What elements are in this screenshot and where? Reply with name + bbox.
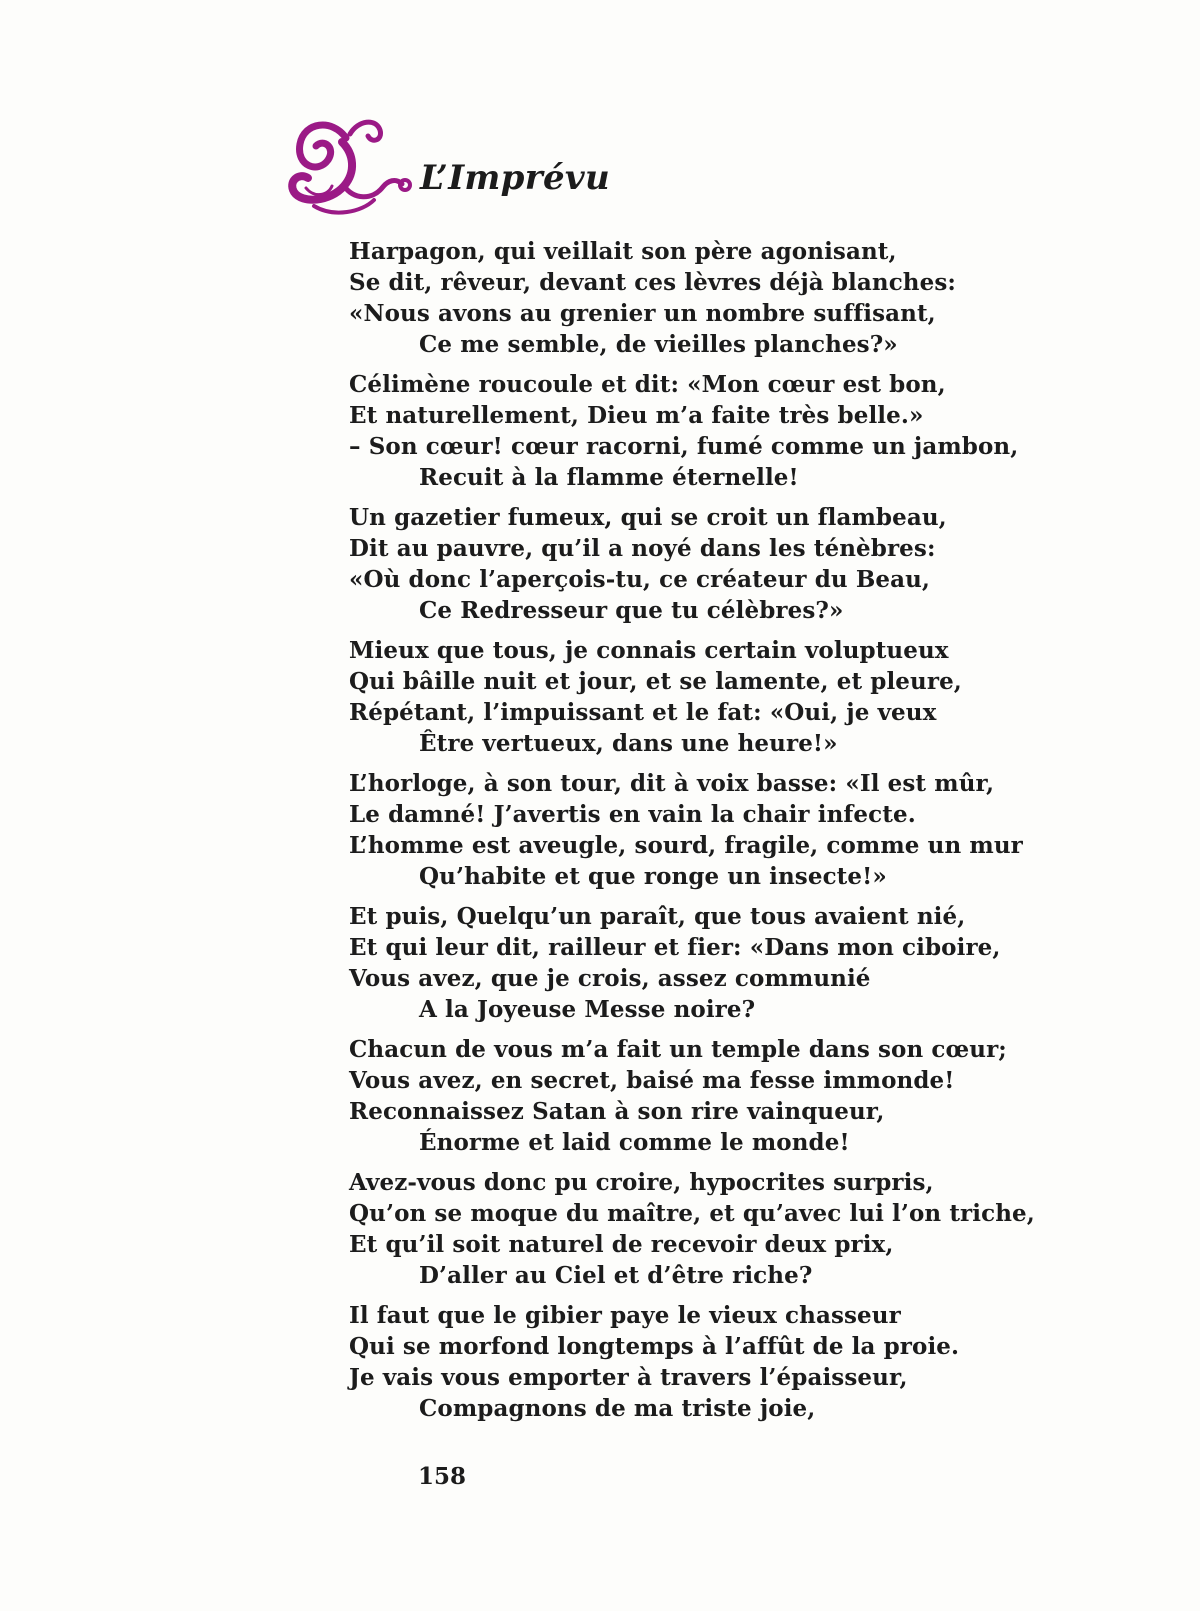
- poem-body: [349, 236, 1035, 1433]
- poem-line: Recuit à la flamme éternelle!: [419, 464, 799, 491]
- poem-line: Un gazetier fumeux, qui se croit un flambeau,: [349, 504, 947, 531]
- poem-line: Reconnaissez Satan à son rire vainqueur,: [349, 1098, 885, 1125]
- stanza: [349, 768, 1029, 892]
- poem-line: Qui se morfond longtemps à l’affût de la proie.: [349, 1333, 960, 1360]
- poem-line: «Où donc l’aperçois-tu, ce créateur du Beau,: [349, 566, 931, 593]
- stanza: [349, 635, 1029, 759]
- poem-line: Être vertueux, dans une heure!»: [419, 730, 838, 757]
- poem-line: Répétant, l’impuissant et le fat: «Oui, je veux: [349, 699, 937, 726]
- poem-line: Et qu’il soit naturel de recevoir deux prix,: [349, 1231, 894, 1258]
- poem-line: Le damné! J’avertis en vain la chair infecte.: [349, 801, 916, 828]
- poem-line: Ce me semble, de vieilles planches?»: [419, 331, 898, 358]
- stanza: [349, 1167, 1035, 1291]
- poem-line: Compagnons de ma triste joie,: [419, 1395, 816, 1422]
- poem-line: – Son cœur! cœur racorni, fumé comme un jambon,: [349, 433, 1019, 460]
- decorative-initial-flourish-icon: [284, 108, 414, 228]
- poem-line: Qu’habite et que ronge un insecte!»: [419, 863, 887, 890]
- page-number: 158: [418, 1463, 467, 1490]
- poem-line: L’horloge, à son tour, dit à voix basse: «Il est mûr,: [349, 770, 995, 797]
- stanza: [349, 901, 1029, 1025]
- stanza: [349, 502, 1029, 626]
- poem-line: Mieux que tous, je connais certain voluptueux: [349, 637, 949, 664]
- stanza: [349, 236, 1029, 360]
- poem-line: Qui bâille nuit et jour, et se lamente, et pleure,: [349, 668, 962, 695]
- poem-line: Énorme et laid comme le monde!: [419, 1129, 850, 1156]
- poem-line: Vous avez, que je crois, assez communié: [349, 965, 871, 992]
- poem-line: L’homme est aveugle, sourd, fragile, comme un mur: [349, 832, 1023, 859]
- poem-line: Il faut que le gibier paye le vieux chasseur: [349, 1302, 901, 1329]
- poem-line: Se dit, rêveur, devant ces lèvres déjà blanches:: [349, 269, 956, 296]
- poem-line: D’aller au Ciel et d’être riche?: [419, 1262, 813, 1289]
- stanza: [349, 369, 1029, 493]
- poem-line: Harpagon, qui veillait son père agonisant,: [349, 238, 897, 265]
- poem-line: A la Joyeuse Messe noire?: [419, 996, 756, 1023]
- poem-line: Avez-vous donc pu croire, hypocrites surpris,: [349, 1169, 934, 1196]
- poem-line: Et puis, Quelqu’un paraît, que tous avaient nié,: [349, 903, 966, 930]
- poem-line: Chacun de vous m’a fait un temple dans son cœur;: [349, 1036, 1007, 1063]
- poem-title: L’Imprévu: [420, 158, 610, 198]
- poem-line: Célimène roucoule et dit: «Mon cœur est bon,: [349, 371, 946, 398]
- poem-line: Je vais vous emporter à travers l’épaisseur,: [349, 1364, 908, 1391]
- stanza: [349, 1300, 1029, 1424]
- poem-line: «Nous avons au grenier un nombre suffisant,: [349, 300, 936, 327]
- poem-line: Et qui leur dit, railleur et fier: «Dans mon ciboire,: [349, 934, 1001, 961]
- poem-line: Qu’on se moque du maître, et qu’avec lui l’on triche,: [349, 1200, 1035, 1227]
- poem-line: Vous avez, en secret, baisé ma fesse immonde!: [349, 1067, 955, 1094]
- stanza: [349, 1034, 1029, 1158]
- poem-line: Et naturellement, Dieu m’a faite très belle.»: [349, 402, 924, 429]
- poem-line: Ce Redresseur que tu célèbres?»: [419, 597, 844, 624]
- poem-line: Dit au pauvre, qu’il a noyé dans les ténèbres:: [349, 535, 936, 562]
